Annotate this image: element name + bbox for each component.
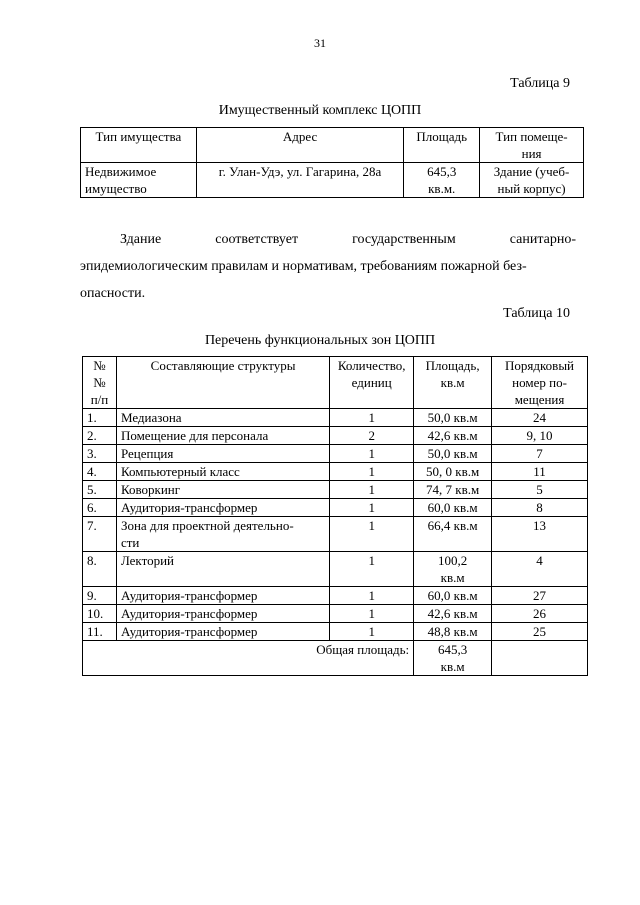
table-row <box>83 409 588 427</box>
table10-label: Таблица 10 <box>503 306 570 321</box>
table-cell: 60,0 кв.м <box>414 499 492 517</box>
table-cell: 74, 7 кв.м <box>414 481 492 499</box>
table-cell: 8 <box>492 499 588 517</box>
header-cell: Площадь <box>404 128 480 163</box>
table-cell: 50,0 кв.м <box>414 409 492 427</box>
table-cell: Компьютерный класс <box>116 463 329 481</box>
table-cell: 26 <box>492 605 588 623</box>
zones-table <box>82 356 588 676</box>
table-cell: 50, 0 кв.м <box>414 463 492 481</box>
table-cell: 1 <box>330 623 414 641</box>
word: санитарно- <box>509 232 576 247</box>
table-cell: 1 <box>330 552 414 587</box>
table-cell: 60,0 кв.м <box>414 587 492 605</box>
table-cell <box>492 641 588 676</box>
table9-label: Таблица 9 <box>510 76 570 91</box>
table-row <box>83 587 588 605</box>
table-cell: 1 <box>330 499 414 517</box>
table-cell: 100,2 кв.м <box>414 552 492 587</box>
table-cell: 1 <box>330 517 414 552</box>
word: соответствует <box>215 232 299 247</box>
table-cell: 2 <box>330 427 414 445</box>
table-cell: 1 <box>330 463 414 481</box>
table9-caption: Имущественный комплекс ЦОПП <box>218 103 422 118</box>
table-cell: 13 <box>492 517 588 552</box>
table-cell: Рецепция <box>116 445 329 463</box>
table-cell: 4 <box>492 552 588 587</box>
property-table <box>80 127 584 198</box>
total-label: Общая площадь: <box>83 641 414 676</box>
table-cell: 48,8 кв.м <box>414 623 492 641</box>
total-row <box>83 641 588 676</box>
table-row <box>83 481 588 499</box>
table-cell: 1 <box>330 587 414 605</box>
word: Здание <box>120 232 162 247</box>
table-cell: 11 <box>492 463 588 481</box>
table-cell: Коворкинг <box>116 481 329 499</box>
table-cell: 1 <box>330 445 414 463</box>
table-row <box>83 623 588 641</box>
table-row <box>83 445 588 463</box>
table-row <box>83 552 588 587</box>
table-cell: Зона для проектной деятельно- сти <box>116 517 329 552</box>
table-cell: 42,6 кв.м <box>414 605 492 623</box>
table-cell: 11. <box>83 623 117 641</box>
paragraph-line <box>80 226 576 253</box>
table-row <box>83 517 588 552</box>
table-cell: Аудитория-трансформер <box>116 605 329 623</box>
header-cell: Тип помеще- ния <box>480 128 584 163</box>
zones-table-header <box>83 357 588 409</box>
table-cell: Здание (учеб- ный корпус) <box>480 163 584 198</box>
table-row <box>83 427 588 445</box>
paragraph-line: опасности. <box>80 286 146 301</box>
table-cell: 2. <box>83 427 117 445</box>
table-cell: Аудитория-трансформер <box>116 623 329 641</box>
table-cell: 1. <box>83 409 117 427</box>
header-cell: Порядковый номер по- мещения <box>492 357 588 409</box>
table-row <box>83 499 588 517</box>
property-table-header <box>81 128 584 163</box>
body-paragraph <box>80 226 576 307</box>
table-cell: 50,0 кв.м <box>414 445 492 463</box>
paragraph-line: эпидемиологическим правилам и нормативам, требованиям пожарной без- <box>80 259 527 274</box>
table-cell: Аудитория-трансформер <box>116 499 329 517</box>
table-cell: 66,4 кв.м <box>414 517 492 552</box>
table10-caption: Перечень функциональных зон ЦОПП <box>204 333 436 348</box>
table-cell: Недвижимое имущество <box>81 163 197 198</box>
table-cell: 9. <box>83 587 117 605</box>
table-row <box>83 605 588 623</box>
table-cell: Лекторий <box>116 552 329 587</box>
table-cell: 8. <box>83 552 117 587</box>
header-cell: Тип имущества <box>81 128 197 163</box>
word: государственным <box>352 232 456 247</box>
header-cell: Количество, единиц <box>330 357 414 409</box>
table-cell: 3. <box>83 445 117 463</box>
table-cell: 5 <box>492 481 588 499</box>
table-cell: 4. <box>83 463 117 481</box>
table-cell: 24 <box>492 409 588 427</box>
table-cell: 1 <box>330 605 414 623</box>
table-cell: Аудитория-трансформер <box>116 587 329 605</box>
table-cell: 7 <box>492 445 588 463</box>
table-cell: 1 <box>330 409 414 427</box>
table-row <box>83 463 588 481</box>
table-cell: 25 <box>492 623 588 641</box>
table-cell: 645,3 кв.м. <box>404 163 480 198</box>
header-cell: Адрес <box>196 128 403 163</box>
table-cell: 7. <box>83 517 117 552</box>
table-cell: 5. <box>83 481 117 499</box>
header-cell: Площадь, кв.м <box>414 357 492 409</box>
table-cell: 27 <box>492 587 588 605</box>
total-value: 645,3 кв.м <box>414 641 492 676</box>
table-cell: 9, 10 <box>492 427 588 445</box>
header-cell: № № п/п <box>83 357 117 409</box>
table-cell: 1 <box>330 481 414 499</box>
table-cell: 6. <box>83 499 117 517</box>
table-row <box>81 163 584 198</box>
table-cell: г. Улан-Удэ, ул. Гагарина, 28а <box>196 163 403 198</box>
header-cell: Составляющие структуры <box>116 357 329 409</box>
table-cell: 42,6 кв.м <box>414 427 492 445</box>
table-cell: Помещение для персонала <box>116 427 329 445</box>
table-cell: 10. <box>83 605 117 623</box>
table-cell: Медиазона <box>116 409 329 427</box>
page-number: 31 <box>314 36 326 50</box>
